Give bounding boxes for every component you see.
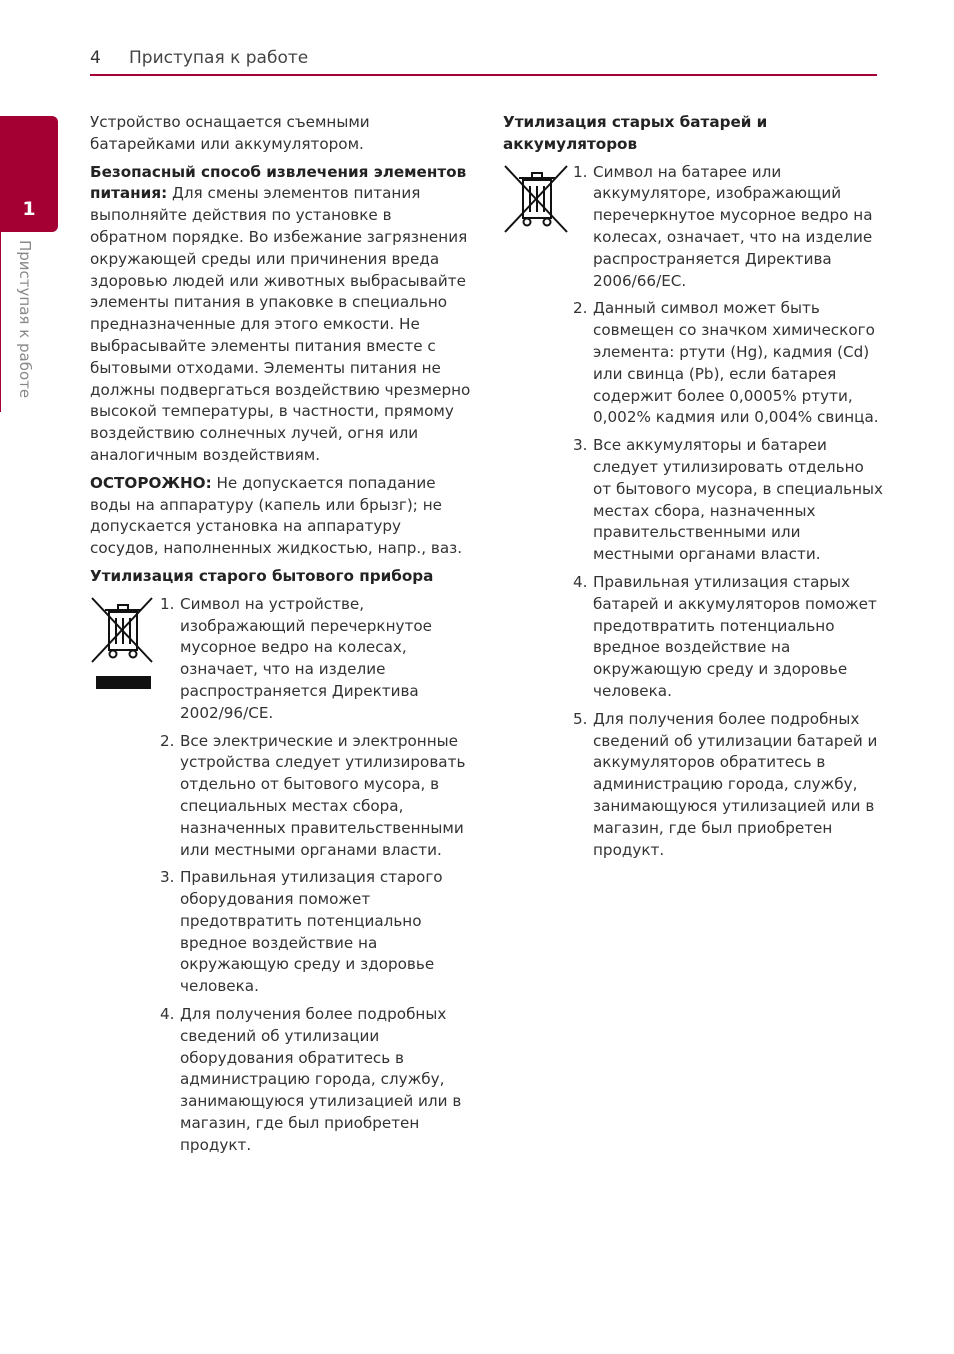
crossed-bin-icon bbox=[503, 164, 569, 234]
safe-removal-paragraph bbox=[90, 162, 472, 467]
header-divider bbox=[90, 74, 877, 76]
battery-disposal-section bbox=[503, 162, 883, 862]
caution-text: Не допускается попадание воды на аппаратуру (капель или брызг); не допускается установка на аппаратуру сосудов, наполненных жидкостью, напр., ваз. bbox=[90, 473, 463, 558]
crossed-bin-with-bar-icon bbox=[90, 596, 154, 692]
caution-label: ОСТОРОЖНО: bbox=[90, 473, 212, 492]
list-item: 1. Символ на устройстве, изображающий перечеркнутое мусорное ведро на колесах, означает, что на изделие распространяется Директива 2002/96/CE. bbox=[160, 594, 432, 722]
safe-removal-text: Для смены элементов питания выполняйте действия по установке в обратном порядке. Во избежание загрязнения окружающей среды или причинения вреда здоровью людей или животных выбрасывайте элементы питания в упаковке в специально предназначенные для этого емкости. Не выбрасывайте элементы питания вместе с бытовыми отходами. Элементы питания не должны подвергаться воздействию чрезмерно высокой температуры, в частности, прямому воздействию солнечных лучей, огня или аналогичным воздействиям. bbox=[90, 184, 471, 464]
intro-paragraph: Устройство оснащается съемными батарейками или аккумулятором. bbox=[90, 113, 370, 153]
safe-removal-heading: Безопасный способ извлечения элементов питания: bbox=[90, 162, 467, 203]
chapter-number: 1 bbox=[22, 198, 36, 220]
list-item: 2. Все электрические и электронные устройства следует утилизировать отдельно от бытового мусора, в специальных местах сбора, назначенных правительственными или местными органами власти. bbox=[160, 731, 466, 859]
section-title: Приступая к работе bbox=[129, 48, 309, 68]
side-divider bbox=[0, 232, 1, 412]
list-item: 1. Символ на батарее или аккумуляторе, изображающий перечеркнутое мусорное ведро на колесах, означает, что на изделие распространяется Директива 2006/66/EC. bbox=[573, 162, 873, 290]
list-item: 3. Все аккумуляторы и батареи следует утилизировать отдельно от бытового мусора, в специальных местах сбора, назначенных правительственными или местными органами власти. bbox=[573, 436, 883, 564]
battery-disposal-list bbox=[573, 162, 883, 862]
disposal-heading: Утилизация старого бытового прибора bbox=[90, 566, 434, 585]
page-number: 4 bbox=[90, 48, 101, 68]
chapter-label: Приступая к работе bbox=[16, 240, 34, 399]
list-item: 5. Для получения более подробных сведений об утилизации батарей и аккумуляторов обратитесь в администрацию города, службу, занимающуюся утилизацией или в магазин, где был приобретен продукт. bbox=[573, 709, 878, 859]
disposal-list bbox=[160, 594, 472, 1157]
left-column bbox=[90, 112, 472, 1163]
right-column bbox=[503, 112, 883, 867]
caution-paragraph bbox=[90, 473, 472, 560]
disposal-section bbox=[90, 594, 472, 1157]
list-item: 4. Для получения более подробных сведений об утилизации оборудования обратитесь в администрацию города, службу, занимающуюся утилизацией или в магазин, где был приобретен продукт. bbox=[160, 1005, 462, 1154]
list-item: 4. Правильная утилизация старых батарей и аккумуляторов поможет предотвратить потенциально вредное воздействие на окружающую среду и здоровье человека. bbox=[573, 572, 877, 700]
list-item: 2. Данный символ может быть совмещен со значком химического элемента: ртути (Hg), кадмия (Cd) или свинца (Pb), если батарея содержит более 0,0005% ртути, 0,002% кадмия или 0,004% свинца. bbox=[573, 299, 879, 427]
battery-disposal-heading: Утилизация старых батарей и аккумуляторов bbox=[503, 113, 768, 153]
list-item: 3. Правильная утилизация старого оборудования поможет предотвратить потенциально вредное воздействие на окружающую среду и здоровье человека. bbox=[160, 868, 443, 996]
